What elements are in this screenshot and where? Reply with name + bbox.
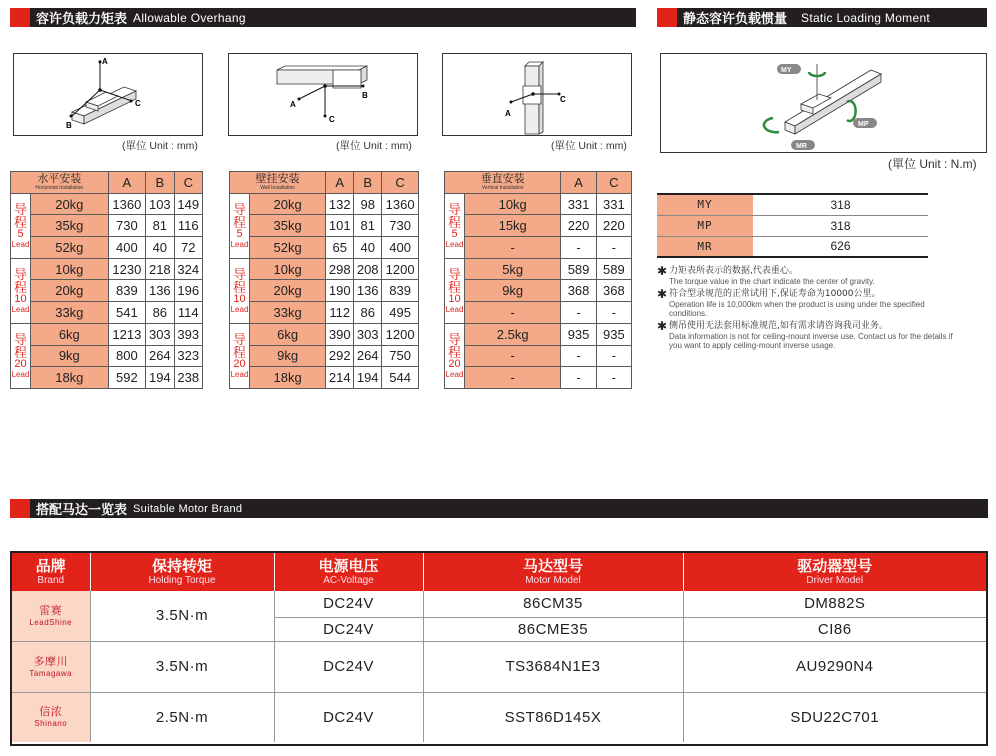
- brand-cell: [12, 692, 90, 742]
- load-weight-cell: 10kg: [31, 258, 109, 280]
- load-value-cell: 839: [108, 280, 145, 302]
- load-value-cell: -: [596, 237, 631, 259]
- load-value-cell: 1360: [108, 193, 145, 215]
- lead-cn: 导程: [448, 266, 462, 295]
- col-header-en: Motor Model: [525, 574, 581, 586]
- motor-brand-table: [12, 553, 986, 742]
- load-row: [445, 215, 632, 237]
- load-row: [11, 280, 203, 302]
- load-row: [230, 237, 419, 259]
- note-cn: 符合型录规范的正常试用下,保证寿命为10000公里。: [669, 289, 881, 299]
- load-value-cell: 331: [596, 193, 631, 215]
- mr-badge: MR: [796, 143, 807, 150]
- motor-brand-table-frame: [10, 551, 988, 746]
- col-header-b: B: [146, 172, 174, 194]
- load-value-cell: 1230: [108, 258, 145, 280]
- lead-en: Lead: [230, 304, 249, 314]
- load-weight-cell: 10kg: [465, 193, 561, 215]
- load-value-cell: 264: [146, 345, 174, 367]
- load-value-cell: 390: [326, 323, 354, 345]
- lead-en: Lead: [445, 369, 464, 379]
- load-value-cell: 238: [174, 367, 202, 389]
- lead-group-label: [445, 323, 465, 388]
- load-weight-cell: -: [465, 367, 561, 389]
- motor-row: [12, 591, 986, 617]
- brand-name-cn: 多摩川: [33, 654, 68, 668]
- load-weight-cell: 35kg: [31, 215, 109, 237]
- load-row: [230, 302, 419, 324]
- col-header-a: A: [326, 172, 354, 194]
- load-value-cell: 72: [174, 237, 202, 259]
- load-value-cell: 368: [596, 280, 631, 302]
- lead-num: 10: [233, 292, 246, 305]
- load-value-cell: 98: [354, 193, 382, 215]
- brand-name-en: Shinano: [34, 719, 68, 729]
- col-header-c: C: [596, 172, 631, 194]
- load-table-header-row: [11, 172, 203, 194]
- moment-value: 626: [753, 236, 928, 257]
- motor-table-header-row: [12, 553, 986, 591]
- axis-a-label: A: [290, 100, 296, 109]
- axis-c-label: C: [560, 95, 566, 104]
- static-moment-diagram: [660, 53, 987, 153]
- motor-model-cell: TS3684N1E3: [423, 641, 683, 692]
- load-value-cell: 40: [146, 237, 174, 259]
- vertical-load-table: [444, 171, 632, 389]
- lead-group-label: [230, 193, 250, 258]
- col-header-cn: 品牌: [35, 556, 66, 575]
- load-weight-cell: 6kg: [250, 323, 326, 345]
- col-torque-header: [90, 553, 274, 591]
- brand-cell: [12, 591, 90, 641]
- load-value-cell: 101: [326, 215, 354, 237]
- moment-label: MP: [657, 215, 753, 236]
- load-weight-cell: 9kg: [465, 280, 561, 302]
- load-value-cell: 220: [561, 215, 596, 237]
- col-header-cn: 电源电压: [318, 556, 379, 575]
- load-value-cell: 194: [354, 367, 382, 389]
- load-row: [230, 345, 419, 367]
- load-value-cell: 196: [174, 280, 202, 302]
- lead-cn: 导程: [14, 201, 28, 230]
- load-value-cell: 81: [354, 215, 382, 237]
- load-row: [230, 258, 419, 280]
- load-row: [445, 345, 632, 367]
- note-en: Data information is not for ceiling-mount inverse use. Contact us for the details if you want to apply ceiling-mount inverse usage.: [669, 332, 953, 350]
- note-item: [657, 266, 957, 286]
- lead-num: 10: [448, 292, 461, 305]
- load-weight-cell: 10kg: [250, 258, 326, 280]
- load-weight-cell: -: [465, 237, 561, 259]
- load-row: [445, 280, 632, 302]
- load-value-cell: 935: [596, 323, 631, 345]
- load-weight-cell: 20kg: [31, 193, 109, 215]
- load-value-cell: -: [561, 345, 596, 367]
- header-title-cn: 搭配马达一览表: [36, 503, 128, 518]
- load-row: [230, 193, 419, 215]
- unit-label-nm: (單位 Unit : N.m): [888, 157, 977, 171]
- note-item: [657, 289, 957, 318]
- lead-en: Lead: [230, 239, 249, 249]
- voltage-cell: DC24V: [274, 591, 423, 617]
- voltage-cell: DC24V: [274, 641, 423, 692]
- lead-en: Lead: [445, 239, 464, 249]
- load-value-cell: 298: [326, 258, 354, 280]
- header-title-cn: 容许负载力矩表: [36, 12, 128, 27]
- mp-badge: MP: [858, 121, 869, 128]
- load-value-cell: 1200: [382, 258, 419, 280]
- lead-cn: 导程: [14, 266, 28, 295]
- lead-num: 10: [14, 292, 27, 305]
- asterisk-icon: ✱: [657, 287, 668, 301]
- load-value-cell: 544: [382, 367, 419, 389]
- wall-diagram: [228, 53, 418, 136]
- load-value-cell: 220: [596, 215, 631, 237]
- col-header-en: Holding Torque: [148, 574, 216, 586]
- load-weight-cell: 52kg: [250, 237, 326, 259]
- load-weight-cell: 33kg: [250, 302, 326, 324]
- col-header-a: A: [108, 172, 145, 194]
- wall-load-table: [229, 171, 419, 389]
- lead-cn: 导程: [233, 201, 247, 230]
- load-weight-cell: 20kg: [250, 193, 326, 215]
- lead-en: Lead: [445, 304, 464, 314]
- load-value-cell: 323: [174, 345, 202, 367]
- load-value-cell: 400: [382, 237, 419, 259]
- lead-cn: 导程: [233, 266, 247, 295]
- load-row: [230, 215, 419, 237]
- load-value-cell: 730: [382, 215, 419, 237]
- load-row: [11, 193, 203, 215]
- load-table-header-row: [230, 172, 419, 194]
- install-type-header: [11, 172, 109, 194]
- horizontal-diagram: [13, 53, 203, 136]
- voltage-cell: DC24V: [274, 692, 423, 742]
- load-value-cell: 112: [326, 302, 354, 324]
- static-header: [657, 8, 987, 27]
- lead-en: Lead: [11, 239, 30, 249]
- axis-b-label: B: [362, 91, 368, 100]
- load-weight-cell: 33kg: [31, 302, 109, 324]
- load-value-cell: 839: [382, 280, 419, 302]
- col-header-en: Driver Model: [806, 574, 864, 586]
- col-header-c: C: [174, 172, 202, 194]
- col-header-b: B: [354, 172, 382, 194]
- load-value-cell: 589: [596, 258, 631, 280]
- load-row: [445, 193, 632, 215]
- lead-num: 5: [17, 227, 24, 240]
- notes-list: [657, 266, 957, 353]
- col-driver-header: [683, 553, 986, 591]
- load-weight-cell: 9kg: [31, 345, 109, 367]
- load-value-cell: 132: [326, 193, 354, 215]
- load-value-cell: 592: [108, 367, 145, 389]
- load-weight-cell: 9kg: [250, 345, 326, 367]
- lead-group-label: [11, 323, 31, 388]
- load-value-cell: 214: [326, 367, 354, 389]
- header-title-en: Suitable Motor Brand: [133, 502, 243, 515]
- load-value-cell: 116: [174, 215, 202, 237]
- load-weight-cell: 20kg: [31, 280, 109, 302]
- lead-en: Lead: [230, 369, 249, 379]
- load-table-header-row: [445, 172, 632, 194]
- moment-row: [657, 194, 928, 215]
- load-weight-cell: 18kg: [31, 367, 109, 389]
- header-title-cn: 静态容许负载惯量: [683, 12, 788, 27]
- brand-cell: [12, 641, 90, 692]
- col-header-c: C: [382, 172, 419, 194]
- load-value-cell: 86: [146, 302, 174, 324]
- moment-label: MR: [657, 236, 753, 257]
- brand-name-cn: 信浓: [39, 705, 63, 719]
- load-weight-cell: 52kg: [31, 237, 109, 259]
- motor-model-cell: SST86D145X: [423, 692, 683, 742]
- col-header-cn: 驱动器型号: [797, 556, 873, 575]
- load-value-cell: 218: [146, 258, 174, 280]
- lead-group-label: [11, 193, 31, 258]
- motor-row: [12, 641, 986, 692]
- load-value-cell: -: [596, 367, 631, 389]
- load-value-cell: 1200: [382, 323, 419, 345]
- note-item: [657, 321, 957, 350]
- axis-a-label: A: [505, 109, 511, 118]
- note-en: The torque value in the chart indicate the center of gravity.: [669, 277, 875, 286]
- load-value-cell: 86: [354, 302, 382, 324]
- wall-slide-illustration: [229, 54, 417, 135]
- load-row: [11, 302, 203, 324]
- install-type-header: [445, 172, 561, 194]
- load-value-cell: 81: [146, 215, 174, 237]
- load-weight-cell: 35kg: [250, 215, 326, 237]
- load-value-cell: 136: [146, 280, 174, 302]
- load-value-cell: -: [596, 302, 631, 324]
- header-title-en: Allowable Overhang: [133, 10, 246, 25]
- motor-row: [12, 692, 986, 742]
- axis-c-label: C: [329, 115, 335, 124]
- lead-group-label: [230, 258, 250, 323]
- load-weight-cell: 18kg: [250, 367, 326, 389]
- load-value-cell: 541: [108, 302, 145, 324]
- moment-value: 318: [753, 215, 928, 236]
- load-value-cell: 292: [326, 345, 354, 367]
- lead-group-label: [445, 193, 465, 258]
- load-weight-cell: 15kg: [465, 215, 561, 237]
- load-value-cell: 800: [108, 345, 145, 367]
- load-weight-cell: -: [465, 345, 561, 367]
- load-row: [445, 237, 632, 259]
- col-brand-header: [12, 553, 90, 591]
- load-value-cell: 40: [354, 237, 382, 259]
- header-title-en: Static Loading Moment: [801, 10, 931, 25]
- load-value-cell: 589: [561, 258, 596, 280]
- unit-label-mm: (單位 Unit : mm): [551, 140, 627, 152]
- load-value-cell: 190: [326, 280, 354, 302]
- moment-value: 318: [753, 194, 928, 215]
- driver-model-cell: CI86: [683, 617, 986, 641]
- load-row: [11, 237, 203, 259]
- header-accent: [10, 8, 30, 27]
- lead-group-label: [445, 258, 465, 323]
- load-value-cell: 1213: [108, 323, 145, 345]
- load-value-cell: 303: [354, 323, 382, 345]
- install-type-cn: 壁挂安装: [255, 172, 300, 185]
- lead-cn: 导程: [448, 331, 462, 360]
- horizontal-load-table: [10, 171, 203, 389]
- install-type-en: Vertical Installation: [481, 184, 524, 191]
- load-weight-cell: 2.5kg: [465, 323, 561, 345]
- moment-row: [657, 215, 928, 236]
- motor-model-cell: 86CME35: [423, 617, 683, 641]
- header-accent: [10, 499, 30, 518]
- asterisk-icon: ✱: [657, 319, 668, 333]
- load-value-cell: 368: [561, 280, 596, 302]
- lead-cn: 导程: [14, 331, 28, 360]
- brand-name-en: LeadShine: [29, 617, 73, 627]
- lead-en: Lead: [11, 369, 30, 379]
- vertical-slide-illustration: [443, 54, 631, 135]
- load-value-cell: 303: [146, 323, 174, 345]
- horizontal-slide-illustration: [14, 54, 202, 135]
- load-value-cell: 114: [174, 302, 202, 324]
- moment-label: MY: [657, 194, 753, 215]
- col-header-a: A: [561, 172, 596, 194]
- driver-model-cell: DM882S: [683, 591, 986, 617]
- torque-cell: 3.5N·m: [90, 641, 274, 692]
- load-value-cell: 400: [108, 237, 145, 259]
- install-type-header: [230, 172, 326, 194]
- load-value-cell: 65: [326, 237, 354, 259]
- load-value-cell: 495: [382, 302, 419, 324]
- lead-num: 20: [233, 357, 246, 370]
- unit-label-mm: (單位 Unit : mm): [336, 140, 412, 152]
- overhang-header: [10, 8, 636, 27]
- load-value-cell: 149: [174, 193, 202, 215]
- load-value-cell: 331: [561, 193, 596, 215]
- col-header-en: AC-Voltage: [323, 574, 374, 586]
- load-row: [445, 367, 632, 389]
- lead-cn: 导程: [448, 201, 462, 230]
- load-value-cell: 730: [108, 215, 145, 237]
- vertical-diagram: [442, 53, 632, 136]
- moment-row: [657, 236, 928, 257]
- driver-model-cell: SDU22C701: [790, 708, 880, 726]
- driver-model-cell: AU9290N4: [683, 641, 986, 692]
- load-value-cell: 194: [146, 367, 174, 389]
- load-row: [230, 280, 419, 302]
- unit-label-mm: (單位 Unit : mm): [122, 140, 198, 152]
- load-row: [445, 323, 632, 345]
- static-moment-table: [657, 193, 928, 258]
- load-value-cell: 136: [354, 280, 382, 302]
- brand-name-cn: 雷赛: [39, 603, 63, 617]
- lead-num: 20: [448, 357, 461, 370]
- load-row: [230, 367, 419, 389]
- install-type-en: Wall Installation: [260, 184, 296, 191]
- motor-model-cell: 86CM35: [423, 591, 683, 617]
- col-header-cn: 马达型号: [522, 556, 583, 575]
- brand-name-en: Tamagawa: [29, 668, 73, 678]
- install-type-cn: 垂直安装: [480, 172, 525, 185]
- load-row: [11, 345, 203, 367]
- load-row: [445, 302, 632, 324]
- lead-group-label: [11, 258, 31, 323]
- load-value-cell: -: [561, 237, 596, 259]
- load-value-cell: 750: [382, 345, 419, 367]
- torque-cell: 3.5N·m: [90, 591, 274, 641]
- moment-slide-illustration: [661, 54, 986, 152]
- my-badge: MY: [781, 67, 792, 74]
- load-value-cell: -: [596, 345, 631, 367]
- load-weight-cell: 20kg: [250, 280, 326, 302]
- col-header-cn: 保持转矩: [151, 556, 212, 575]
- load-row: [230, 323, 419, 345]
- torque-cell: 2.5N·m: [90, 692, 274, 742]
- load-weight-cell: -: [465, 302, 561, 324]
- load-row: [11, 323, 203, 345]
- lead-num: 5: [236, 227, 243, 240]
- voltage-cell: DC24V: [274, 617, 423, 641]
- load-row: [11, 367, 203, 389]
- col-header-en: Brand: [37, 574, 65, 586]
- note-en: Operation life is 10,000km when the product is using under the specified conditions.: [669, 300, 925, 318]
- header-accent: [657, 8, 677, 27]
- load-value-cell: -: [561, 302, 596, 324]
- axis-c-label: C: [135, 99, 141, 108]
- lead-num: 20: [14, 357, 27, 370]
- col-motor-header: [423, 553, 683, 591]
- load-row: [445, 258, 632, 280]
- load-value-cell: 935: [561, 323, 596, 345]
- load-weight-cell: 5kg: [465, 258, 561, 280]
- note-cn: 侧吊使用无法套用标准规范,如有需求请咨询我司业务。: [669, 321, 888, 331]
- load-value-cell: 324: [174, 258, 202, 280]
- load-value-cell: -: [561, 367, 596, 389]
- axis-b-label: B: [66, 121, 72, 130]
- lead-en: Lead: [11, 304, 30, 314]
- lead-cn: 导程: [233, 331, 247, 360]
- load-value-cell: 1360: [382, 193, 419, 215]
- load-value-cell: 393: [174, 323, 202, 345]
- axis-a-label: A: [102, 57, 108, 66]
- load-weight-cell: 6kg: [31, 323, 109, 345]
- load-value-cell: 103: [146, 193, 174, 215]
- motor-header: [10, 499, 988, 518]
- lead-num: 5: [451, 227, 458, 240]
- col-voltage-header: [274, 553, 423, 591]
- install-type-en: Horizontal Installation: [35, 184, 84, 191]
- load-row: [11, 215, 203, 237]
- load-value-cell: 208: [354, 258, 382, 280]
- note-cn: 力矩表所表示的数据,代表重心。: [669, 266, 798, 276]
- install-type-cn: 水平安装: [37, 172, 82, 185]
- lead-group-label: [230, 323, 250, 388]
- load-value-cell: 264: [354, 345, 382, 367]
- load-row: [11, 258, 203, 280]
- asterisk-icon: ✱: [657, 264, 668, 278]
